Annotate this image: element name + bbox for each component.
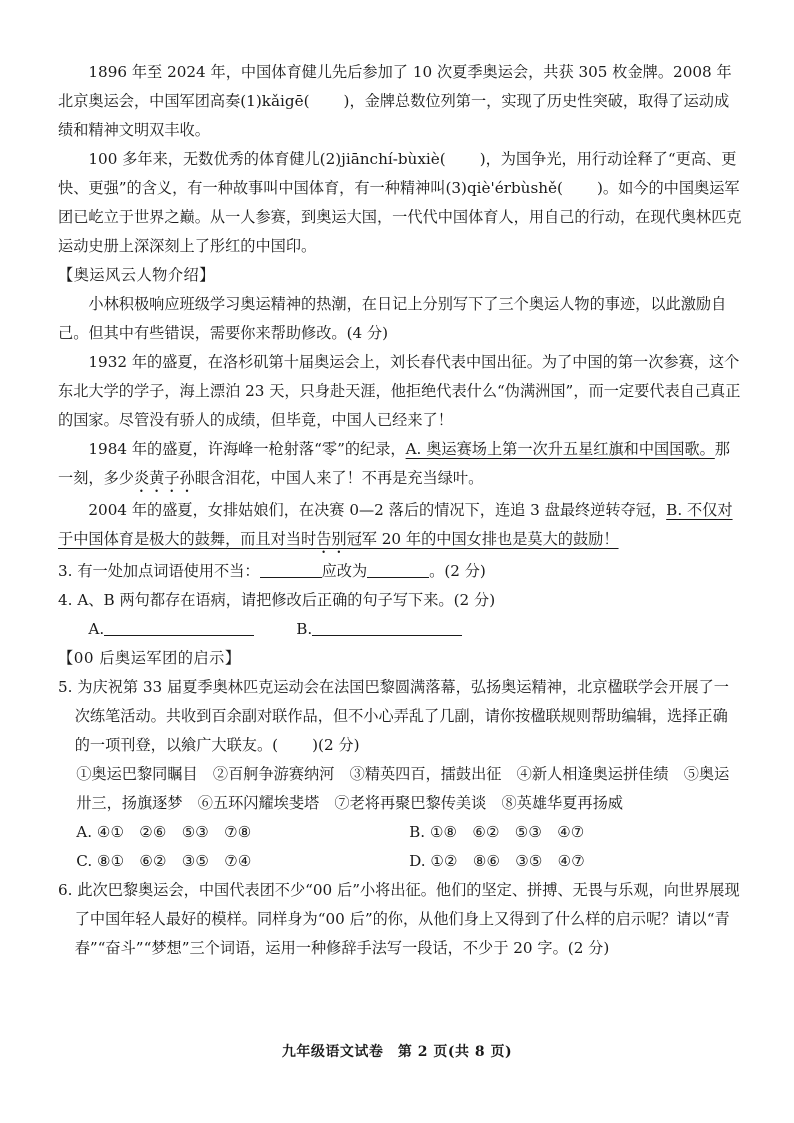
q5-option-d[interactable]: D. ①② ⑧⑥ ③⑤ ④⑦ bbox=[409, 852, 585, 870]
paragraph-olympic-history: 1896 年至 2024 年，中国体育健儿先后参加了 10 次夏季奥运会，共获 305 枚金牌。2008 年北京奥运会，中国军团高奏(1)kǎigē( )，金牌总数位列第一，实现了历史性突破，取得了运动成绩和精神文明双丰收。 bbox=[58, 63, 732, 139]
dotted-word-gaobie: 告别 bbox=[316, 530, 347, 548]
paragraph-womens-volleyball: 2004 年的盛夏，女排姑娘们，在决赛 0—2 落后的情况下，连追 3 盘最终逆转夺冠，B. 不仅对于中国体育是极大的鼓舞，而且对当时告别冠军 20 年的中国女排也是莫大的鼓励！ bbox=[58, 501, 733, 548]
sentence-b-underlined: B. 不仅对于中国体育是极大的鼓舞，而且对当时告别冠军 20 年的中国女排也是莫大的鼓励！ bbox=[58, 501, 733, 548]
paragraph-diary-intro: 小林积极响应班级学习奥运精神的热潮，在日记上分别写下了三个奥运人物的事迹，以此激励自己。但其中有些错误，需要你来帮助修改。(4 分) bbox=[58, 295, 727, 342]
page-content bbox=[58, 58, 742, 963]
question-6: 6. 此次巴黎奥运会，中国代表团不少“00 后”小将出征。他们的坚定、拼搏、无畏与乐观，向世界展现了中国年轻人最好的模样。同样身为“00 后”的你，从他们身上又得到了什么样的启示呢？请以“青春”“奋斗”“梦想”三个词语，运用一种修辞手法写一段话，不少于 20 字。(2 分) bbox=[58, 881, 740, 957]
q5-option-a[interactable]: A. ④① ②⑥ ⑤③ ⑦⑧ bbox=[76, 823, 252, 841]
paragraph-liu-changchun: 1932 年的盛夏，在洛杉矶第十届奥运会上，刘长春代表中国出征。为了中国的第一次参赛，这个东北大学的学子，海上漂泊 23 天，只身赴天涯，他拒绝代表什么“伪满洲国”，而一定要代表自己真正的国家。尽管没有骄人的成绩，但毕竟，中国人已经来了！ bbox=[58, 353, 741, 429]
paragraph-athlete-spirit: 100 多年来，无数优秀的体育健儿(2)jiānchí-bùxiè( )，为国争光，用行动诠释了“更高、更快、更强”的含义，有一种故事叫中国体育，有一种精神叫(3)qiè'érbùshě( )。如今的中国奥运军团已屹立于世界之巅。从一人参赛，到奥运大国，一代代中国体育人，用自己的行动，在现代奥林匹克运动史册上深深刻上了彤红的中国印。 bbox=[58, 150, 742, 255]
question-3: 3. 有一处加点词语使用不当： 应改为 。(2 分) bbox=[58, 562, 486, 580]
paragraph-xu-haifeng: 1984 年的盛夏，许海峰一枪射落“零”的纪录，A. 奥运赛场上第一次升五星红旗和中国国歌。那一刻，多少炎黄子孙眼含泪花，中国人来了！不再是充当绿叶。 bbox=[58, 440, 730, 487]
q3-blank-wrong-word[interactable] bbox=[260, 562, 322, 578]
sentence-a-underlined: A. 奥运赛场上第一次升五星红旗和中国国歌。 bbox=[405, 440, 715, 458]
question-4: 4. A、B 两句都存在语病，请把修改后正确的句子写下来。(2 分) bbox=[58, 591, 496, 609]
page-footer: 九年级语文试卷 第 2 页(共 8 页) bbox=[281, 1044, 513, 1060]
q5-option-b[interactable]: B. ①⑧ ⑥② ⑤③ ④⑦ bbox=[409, 823, 585, 841]
section-heading-olympic-figures: 【奥运风云人物介绍】 bbox=[58, 266, 215, 284]
q5-options-row-1 bbox=[58, 818, 742, 847]
dotted-word-yanhuang: 炎黄子孙 bbox=[133, 469, 195, 487]
q3-blank-correction[interactable] bbox=[367, 562, 429, 578]
section-heading-post00-inspiration: 【00 后奥运军团的启示】 bbox=[58, 649, 241, 667]
q4-answer-b-line[interactable] bbox=[312, 620, 462, 636]
q4-answer-row: A. B. bbox=[58, 615, 742, 644]
q4-answer-a-line[interactable] bbox=[104, 620, 254, 636]
q5-options-row-2 bbox=[58, 847, 742, 876]
q5-option-c[interactable]: C. ⑧① ⑥② ③⑤ ⑦④ bbox=[76, 852, 252, 870]
q5-couplet-items: ①奥运巴黎同瞩目 ②百舸争游赛纳河 ③精英四百，擂鼓出征 ④新人相逢奥运拼佳绩 ⑤奥运卅三，扬旗逐梦 ⑥五环闪耀埃斐塔 ⑦老将再聚巴黎传美谈 ⑧英雄华夏再扬威 bbox=[76, 765, 730, 812]
question-5: 5. 为庆祝第 33 届夏季奥林匹克运动会在法国巴黎圆满落幕，弘扬奥运精神，北京楹联学会开展了一次练笔活动。共收到百余副对联作品，但不小心弄乱了几副，请你按楹联规则帮助编辑，选择正确的一项刊登，以飨广大联友。( )(2 分) bbox=[58, 678, 729, 754]
